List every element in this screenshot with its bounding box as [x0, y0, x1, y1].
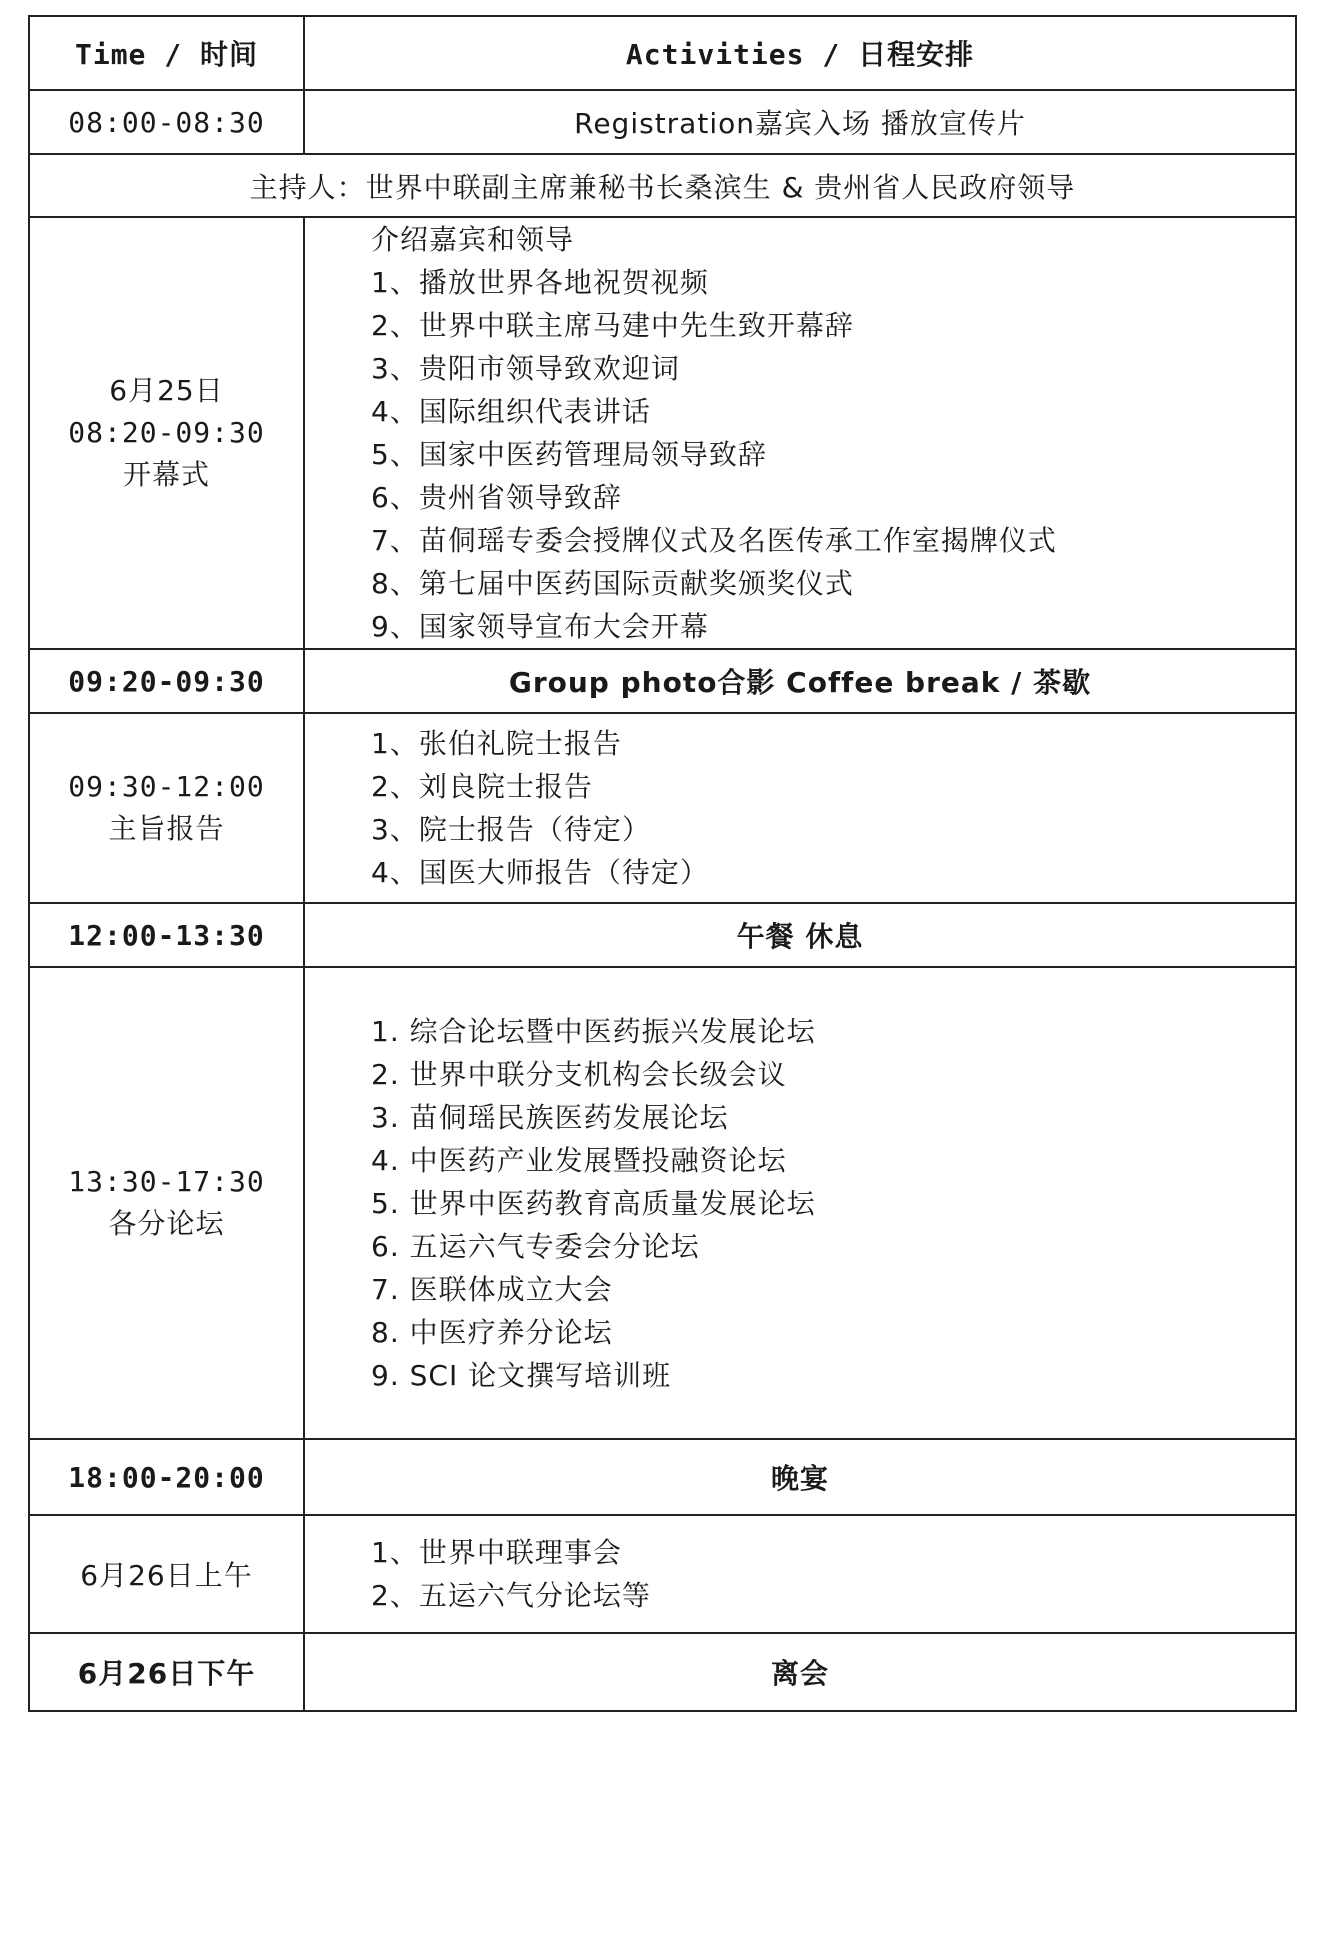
activity-cell: 晚宴 — [304, 1439, 1296, 1515]
time-cell: 6月26日下午 — [29, 1633, 304, 1711]
list-item: 1、张伯礼院士报告 — [371, 727, 622, 760]
time-cell — [29, 967, 304, 1439]
header-row — [29, 16, 1296, 90]
list-item: 6、贵州省领导致辞 — [371, 481, 622, 514]
table-row — [29, 1439, 1296, 1515]
list-item: 2. 世界中联分支机构会长级会议 — [371, 1057, 787, 1091]
time-range-text: 08:20-09:30 — [68, 416, 265, 449]
activity-cell: Group photo合影 Coffee break / 茶歇 — [304, 649, 1296, 713]
host-cell: 主持人：世界中联副主席兼秘书长桑滨生 & 贵州省人民政府领导 — [29, 154, 1296, 217]
list-item: 5. 世界中医药教育高质量发展论坛 — [371, 1186, 816, 1220]
header-time: Time / 时间 — [29, 16, 304, 90]
list-item: 4. 中医药产业发展暨投融资论坛 — [371, 1143, 787, 1177]
activity-list — [304, 967, 1296, 1439]
list-item: 1、世界中联理事会 — [371, 1536, 622, 1569]
list-item: 介绍嘉宾和领导 — [371, 223, 575, 256]
activity-cell: 离会 — [304, 1633, 1296, 1711]
table-row — [29, 1515, 1296, 1633]
list-item: 3、贵阳市领导致欢迎词 — [371, 352, 680, 385]
session-text: 各分论坛 — [108, 1207, 225, 1240]
list-item: 2、刘良院士报告 — [371, 770, 593, 803]
table-row — [29, 1633, 1296, 1711]
session-text: 主旨报告 — [108, 812, 225, 845]
list-item: 2、世界中联主席马建中先生致开幕辞 — [371, 309, 854, 342]
activity-list — [304, 713, 1296, 903]
list-item: 1、播放世界各地祝贺视频 — [371, 266, 709, 299]
table-row — [29, 713, 1296, 903]
time-range-text: 09:30-12:00 — [68, 770, 265, 803]
list-item: 7、苗侗瑶专委会授牌仪式及名医传承工作室揭牌仪式 — [371, 524, 1057, 557]
list-item: 8、第七届中医药国际贡献奖颁奖仪式 — [371, 567, 854, 600]
list-item: 4、国际组织代表讲话 — [371, 395, 651, 428]
table-row — [29, 903, 1296, 967]
header-activities: Activities / 日程安排 — [304, 16, 1296, 90]
list-item: 1. 综合论坛暨中医药振兴发展论坛 — [371, 1014, 816, 1048]
time-cell: 6月26日上午 — [29, 1515, 304, 1633]
list-item: 8. 中医疗养分论坛 — [371, 1315, 613, 1349]
time-range-text: 13:30-17:30 — [68, 1165, 265, 1198]
table-row — [29, 967, 1296, 1439]
list-item: 5、国家中医药管理局领导致辞 — [371, 438, 767, 471]
list-item: 2、五运六气分论坛等 — [371, 1579, 651, 1612]
list-item: 6. 五运六气专委会分论坛 — [371, 1229, 700, 1263]
time-cell — [29, 217, 304, 649]
list-item: 7. 医联体成立大会 — [371, 1272, 613, 1306]
time-cell: 09:20-09:30 — [29, 649, 304, 713]
activity-cell: Registration嘉宾入场 播放宣传片 — [304, 90, 1296, 154]
time-cell: 08:00-08:30 — [29, 90, 304, 154]
schedule-table — [28, 15, 1297, 1712]
host-row — [29, 154, 1296, 217]
time-cell — [29, 713, 304, 903]
list-item: 3、院士报告（待定） — [371, 813, 651, 846]
date-text: 6月25日 — [109, 374, 224, 407]
activity-list — [304, 217, 1296, 649]
activity-list — [304, 1515, 1296, 1633]
time-cell: 12:00-13:30 — [29, 903, 304, 967]
table-row — [29, 649, 1296, 713]
list-item: 9. SCI 论文撰写培训班 — [371, 1358, 672, 1392]
list-item: 9、国家领导宣布大会开幕 — [371, 610, 709, 643]
session-text: 开幕式 — [122, 458, 210, 491]
time-cell: 18:00-20:00 — [29, 1439, 304, 1515]
table-row — [29, 90, 1296, 154]
list-item: 4、国医大师报告（待定） — [371, 856, 709, 889]
table-row — [29, 217, 1296, 649]
activity-cell: 午餐 休息 — [304, 903, 1296, 967]
list-item: 3. 苗侗瑶民族医药发展论坛 — [371, 1100, 729, 1134]
